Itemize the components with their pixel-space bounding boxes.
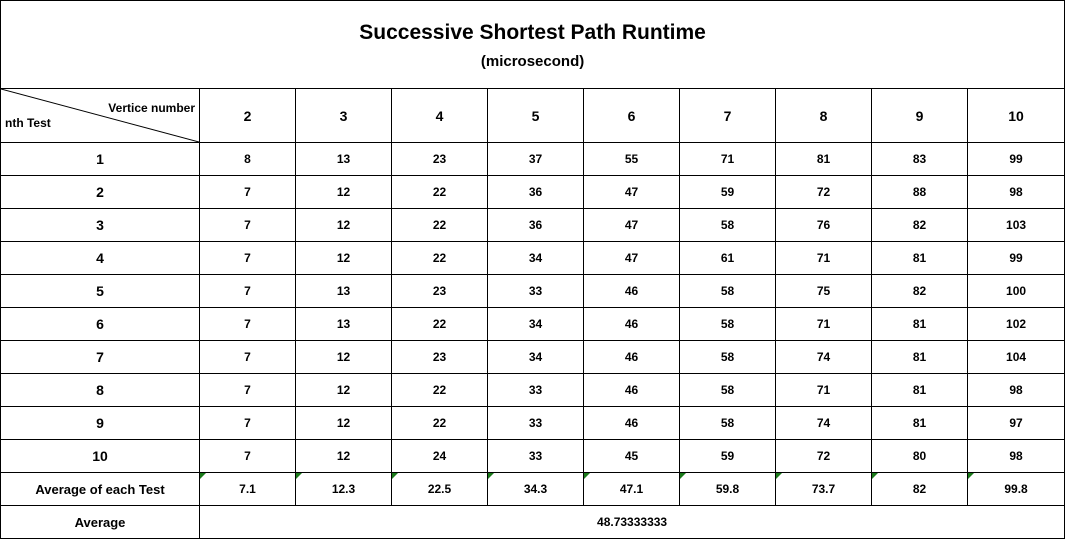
table-cell[interactable]: 8	[200, 143, 296, 176]
table-cell[interactable]: 36	[488, 209, 584, 242]
table-cell[interactable]: 59	[680, 440, 776, 473]
average-value: 59.8	[715, 482, 740, 496]
table-cell[interactable]: 7	[200, 407, 296, 440]
table-cell[interactable]: 12	[296, 176, 392, 209]
table-cell[interactable]: 13	[296, 143, 392, 176]
row-label[interactable]: 9	[1, 407, 200, 440]
table-cell[interactable]: 76	[776, 209, 872, 242]
row-label[interactable]: 10	[1, 440, 200, 473]
average-value: 22.5	[427, 482, 452, 496]
table-cell[interactable]: 23	[392, 143, 488, 176]
table-cell[interactable]: 7	[200, 341, 296, 374]
overall-average-label[interactable]: Average	[1, 506, 200, 539]
table-cell[interactable]: 72	[776, 440, 872, 473]
error-indicator-icon	[200, 473, 206, 479]
table-cell[interactable]: 58	[680, 341, 776, 374]
table-cell[interactable]: 104	[968, 341, 1065, 374]
table-cell[interactable]: 22	[392, 176, 488, 209]
row-label[interactable]: 7	[1, 341, 200, 374]
row-label[interactable]: 8	[1, 374, 200, 407]
table-cell[interactable]: 36	[488, 176, 584, 209]
table-cell[interactable]: 47	[584, 176, 680, 209]
table-cell[interactable]: 47	[584, 209, 680, 242]
table-cell[interactable]: 98	[968, 440, 1065, 473]
table-cell[interactable]: 7	[200, 242, 296, 275]
table-cell[interactable]: 12	[296, 341, 392, 374]
table-cell[interactable]: 58	[680, 209, 776, 242]
table-cell[interactable]: 58	[680, 407, 776, 440]
table-cell[interactable]: 7	[200, 176, 296, 209]
table-title: Successive Shortest Path Runtime	[359, 21, 706, 44]
table-row	[1, 176, 1065, 209]
column-header[interactable]: 4	[392, 89, 488, 143]
table-cell[interactable]: 23	[392, 275, 488, 308]
table-cell[interactable]: 34	[488, 242, 584, 275]
table-cell[interactable]: 46	[584, 374, 680, 407]
average-cell[interactable]	[584, 473, 680, 506]
row-label[interactable]: 2	[1, 176, 200, 209]
table-cell[interactable]: 99	[968, 242, 1065, 275]
error-indicator-icon	[584, 473, 590, 479]
average-cell[interactable]	[776, 473, 872, 506]
average-cell[interactable]	[200, 473, 296, 506]
table-cell[interactable]: 33	[488, 407, 584, 440]
table-cell[interactable]: 81	[872, 374, 968, 407]
error-indicator-icon	[968, 473, 974, 479]
table-cell[interactable]: 24	[392, 440, 488, 473]
error-indicator-icon	[296, 473, 302, 479]
table-cell[interactable]: 34	[488, 341, 584, 374]
table-row	[1, 143, 1065, 176]
table-cell[interactable]: 71	[776, 374, 872, 407]
table-cell[interactable]: 22	[392, 242, 488, 275]
table-row	[1, 407, 1065, 440]
column-header[interactable]: 3	[296, 89, 392, 143]
table-row	[1, 374, 1065, 407]
table-cell[interactable]: 81	[872, 242, 968, 275]
table-cell[interactable]: 81	[872, 341, 968, 374]
vertice-number-label: Vertice number	[108, 101, 195, 115]
table-cell[interactable]: 58	[680, 275, 776, 308]
average-value: 99.8	[1004, 482, 1028, 496]
table-cell[interactable]: 58	[680, 308, 776, 341]
corner-header-cell[interactable]	[1, 89, 200, 143]
row-label[interactable]: 6	[1, 308, 200, 341]
table-cell[interactable]: 102	[968, 308, 1065, 341]
table-cell[interactable]: 71	[776, 308, 872, 341]
table-cell[interactable]: 23	[392, 341, 488, 374]
table-cell[interactable]: 98	[968, 374, 1065, 407]
table-cell[interactable]: 81	[872, 308, 968, 341]
row-label[interactable]: 5	[1, 275, 200, 308]
table-cell[interactable]: 47	[584, 242, 680, 275]
row-label[interactable]: 1	[1, 143, 200, 176]
average-cell[interactable]	[872, 473, 968, 506]
table-cell[interactable]: 7	[200, 275, 296, 308]
table-cell[interactable]: 12	[296, 407, 392, 440]
overall-average-row	[1, 506, 1065, 539]
average-cell[interactable]	[296, 473, 392, 506]
table-cell[interactable]: 7	[200, 440, 296, 473]
table-cell[interactable]: 46	[584, 275, 680, 308]
table-cell[interactable]: 97	[968, 407, 1065, 440]
average-value: 73.7	[811, 482, 836, 496]
table-cell[interactable]: 22	[392, 374, 488, 407]
column-header[interactable]: 7	[680, 89, 776, 143]
table-cell[interactable]: 37	[488, 143, 584, 176]
table-cell[interactable]: 13	[296, 308, 392, 341]
table-row	[1, 275, 1065, 308]
column-header[interactable]: 2	[200, 89, 296, 143]
average-value: 47.1	[619, 482, 644, 496]
nth-test-label: nth Test	[5, 116, 51, 130]
table-cell[interactable]: 75	[776, 275, 872, 308]
table-subtitle: (microsecond)	[480, 53, 585, 70]
row-label[interactable]: 3	[1, 209, 200, 242]
average-cell[interactable]	[680, 473, 776, 506]
table-row	[1, 308, 1065, 341]
table-cell[interactable]: 7	[200, 209, 296, 242]
average-value: 7.1	[239, 482, 256, 496]
table-cell[interactable]: 103	[968, 209, 1065, 242]
table-cell[interactable]: 45	[584, 440, 680, 473]
table-cell[interactable]: 22	[392, 308, 488, 341]
table-cell[interactable]: 22	[392, 407, 488, 440]
table-cell[interactable]: 34	[488, 308, 584, 341]
table-cell[interactable]: 58	[680, 374, 776, 407]
table-cell[interactable]: 12	[296, 209, 392, 242]
column-header[interactable]: 9	[872, 89, 968, 143]
table-cell[interactable]: 81	[776, 143, 872, 176]
average-row	[1, 473, 1065, 506]
average-row-label[interactable]: Average of each Test	[1, 473, 200, 506]
table-cell[interactable]: 13	[296, 275, 392, 308]
table-cell[interactable]: 88	[872, 176, 968, 209]
column-header[interactable]: 8	[776, 89, 872, 143]
column-header[interactable]: 6	[584, 89, 680, 143]
table-cell[interactable]: 55	[584, 143, 680, 176]
table-row	[1, 341, 1065, 374]
table-cell[interactable]: 82	[872, 209, 968, 242]
table-cell[interactable]: 72	[776, 176, 872, 209]
table-cell[interactable]: 59	[680, 176, 776, 209]
table-cell[interactable]: 99	[968, 143, 1065, 176]
table-cell[interactable]: 46	[584, 341, 680, 374]
table-cell[interactable]: 46	[584, 308, 680, 341]
average-value: 12.3	[331, 482, 356, 496]
column-header[interactable]: 5	[488, 89, 584, 143]
error-indicator-icon	[680, 473, 686, 479]
average-value: 34.3	[523, 482, 548, 496]
table-cell[interactable]: 71	[776, 242, 872, 275]
table-row	[1, 440, 1065, 473]
table-cell[interactable]: 61	[680, 242, 776, 275]
average-cell[interactable]	[392, 473, 488, 506]
error-indicator-icon	[392, 473, 398, 479]
table-cell[interactable]: 12	[296, 440, 392, 473]
table-cell[interactable]: 12	[296, 242, 392, 275]
table-cell[interactable]: 33	[488, 374, 584, 407]
table-row	[1, 209, 1065, 242]
table-cell[interactable]: 80	[872, 440, 968, 473]
table-cell[interactable]: 74	[776, 341, 872, 374]
column-header[interactable]: 10	[968, 89, 1065, 143]
table-cell[interactable]: 83	[872, 143, 968, 176]
table-cell[interactable]: 98	[968, 176, 1065, 209]
table-row	[1, 242, 1065, 275]
error-indicator-icon	[488, 473, 494, 479]
average-cell[interactable]	[968, 473, 1065, 506]
table-cell[interactable]: 46	[584, 407, 680, 440]
table-cell[interactable]: 22	[392, 209, 488, 242]
row-label[interactable]: 4	[1, 242, 200, 275]
overall-average-value[interactable]: 48.73333333	[200, 506, 1065, 539]
table-cell[interactable]: 74	[776, 407, 872, 440]
table-cell[interactable]: 100	[968, 275, 1065, 308]
average-value: 82	[912, 482, 927, 496]
table-cell[interactable]: 7	[200, 374, 296, 407]
table-cell[interactable]: 33	[488, 440, 584, 473]
error-indicator-icon	[776, 473, 782, 479]
table-cell[interactable]: 7	[200, 308, 296, 341]
table-cell[interactable]: 71	[680, 143, 776, 176]
error-indicator-icon	[872, 473, 878, 479]
average-cell[interactable]	[488, 473, 584, 506]
title-cell[interactable]	[1, 1, 1065, 89]
table-cell[interactable]: 12	[296, 374, 392, 407]
table-cell[interactable]: 81	[872, 407, 968, 440]
table-cell[interactable]: 33	[488, 275, 584, 308]
table-cell[interactable]: 82	[872, 275, 968, 308]
